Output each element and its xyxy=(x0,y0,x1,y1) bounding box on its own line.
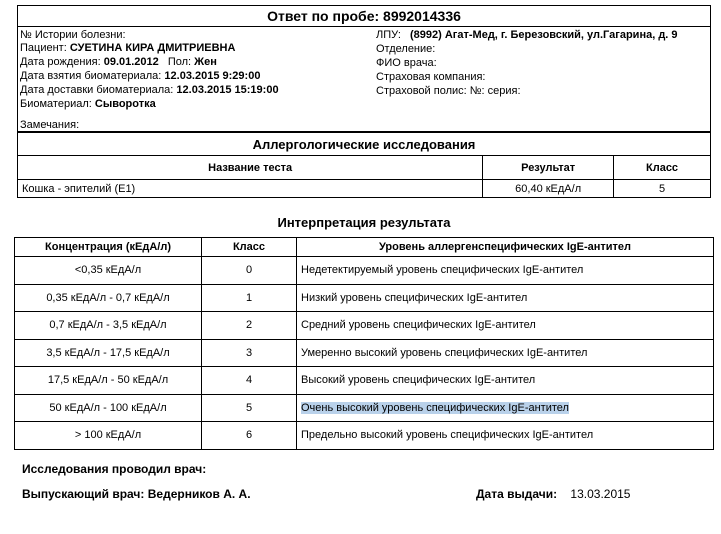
concentration-cell: 50 кЕдА/л - 100 кЕдА/л xyxy=(15,394,202,422)
results-header-row xyxy=(18,156,711,180)
patient-label: Пациент: xyxy=(20,42,67,54)
col-class: Класс xyxy=(202,238,297,257)
table-row xyxy=(15,257,714,285)
level-cell: Недетектируемый уровень специфических IgE-антител xyxy=(297,257,714,285)
level-cell: Средний уровень специфических IgE-антител xyxy=(297,312,714,340)
patient-row xyxy=(20,42,235,54)
col-level: Уровень аллергенспецифических IgE-антител xyxy=(297,238,714,257)
interpretation-title: Интерпретация результата xyxy=(277,215,451,230)
col-result: Результат xyxy=(483,156,614,180)
deliver-row xyxy=(20,84,279,96)
class-cell: 0 xyxy=(202,257,297,285)
birth-row xyxy=(20,56,217,68)
biomat-value: Сыворотка xyxy=(94,98,156,110)
issue-date-row xyxy=(476,487,630,501)
class-cell: 1 xyxy=(202,284,297,312)
lpu-value: (8992) Агат-Мед, г. Березовский, ул.Гагарина, д. 9 xyxy=(410,29,678,41)
remarks-label: Замечания: xyxy=(20,119,80,131)
class-cell: 3 xyxy=(202,339,297,367)
biomat-row xyxy=(20,98,156,110)
table-row xyxy=(15,312,714,340)
concentration-cell: > 100 кЕдА/л xyxy=(15,422,202,450)
insurer-label: Страховая компания: xyxy=(376,71,486,83)
collect-date: 12.03.2015 9:29:00 xyxy=(164,70,261,82)
col-concentration: Концентрация (кЕдА/л) xyxy=(15,238,202,257)
concentration-cell: <0,35 кЕдА/л xyxy=(15,257,202,285)
issue-date: 13.03.2015 xyxy=(570,487,631,501)
concentration-cell: 3,5 кЕдА/л - 17,5 кЕдА/л xyxy=(15,339,202,367)
level-cell-highlighted xyxy=(297,394,714,422)
table-row xyxy=(15,394,714,422)
concentration-cell: 0,7 кЕдА/л - 3,5 кЕдА/л xyxy=(15,312,202,340)
history-label: № Истории болезни: xyxy=(20,29,126,41)
results-section-title: Аллергологические исследования xyxy=(18,133,711,156)
col-test: Название теста xyxy=(18,156,483,180)
header-box xyxy=(17,5,711,132)
doctor-label: ФИО врача: xyxy=(376,57,437,69)
table-row xyxy=(15,422,714,450)
table-row xyxy=(15,284,714,312)
sex-label: Пол: xyxy=(167,56,192,68)
class-cell: 5 xyxy=(202,394,297,422)
conducted-label: Исследования проводил врач: xyxy=(22,462,207,476)
level-cell: Умеренно высокий уровень специфических IgE-антител xyxy=(297,339,714,367)
lpu-label: ЛПУ: xyxy=(376,29,401,41)
page-title: Ответ по пробе: 8992014336 xyxy=(267,8,461,24)
lpu-row xyxy=(376,29,678,41)
class-cell: 4 xyxy=(202,367,297,395)
level-cell: Низкий уровень специфических IgE-антител xyxy=(297,284,714,312)
interpretation-table xyxy=(14,237,714,450)
dept-label: Отделение: xyxy=(376,43,436,55)
collect-row xyxy=(20,70,260,82)
col-class: Класс xyxy=(614,156,711,180)
concentration-cell: 0,35 кЕдА/л - 0,7 кЕдА/л xyxy=(15,284,202,312)
results-table xyxy=(17,132,711,198)
level-cell: Высокий уровень специфических IgE-антител xyxy=(297,367,714,395)
test-name: Кошка - эпителий (E1) xyxy=(18,180,483,198)
policy-label: Страховой полис: №: серия: xyxy=(376,85,521,97)
sex-value: Жен xyxy=(194,56,217,68)
collect-label: Дата взятия биоматериала: xyxy=(20,70,162,82)
header-divider xyxy=(17,26,711,27)
deliver-date: 12.03.2015 15:19:00 xyxy=(176,84,279,96)
table-row xyxy=(15,339,714,367)
issuing-doctor: Ведерников А. А. xyxy=(147,487,251,501)
interpretation-header-row xyxy=(15,238,714,257)
issuing-label: Выпускающий врач: xyxy=(22,487,145,501)
highlighted-text[interactable]: Очень высокий уровень специфических IgE-антител xyxy=(301,401,569,414)
birth-date: 09.01.2012 xyxy=(103,56,159,68)
concentration-cell: 17,5 кЕдА/л - 50 кЕдА/л xyxy=(15,367,202,395)
birth-label: Дата рождения: xyxy=(20,56,101,68)
level-cell: Предельно высокий уровень специфических IgE-антител xyxy=(297,422,714,450)
test-class: 5 xyxy=(614,180,711,198)
class-cell: 2 xyxy=(202,312,297,340)
biomat-label: Биоматериал: xyxy=(20,98,92,110)
patient-name: СУЕТИНА КИРА ДМИТРИЕВНА xyxy=(69,42,236,54)
issue-date-label: Дата выдачи: xyxy=(476,487,558,501)
table-row xyxy=(18,180,711,198)
issuing-row xyxy=(22,487,251,501)
test-result: 60,40 кЕдА/л xyxy=(483,180,614,198)
class-cell: 6 xyxy=(202,422,297,450)
deliver-label: Дата доставки биоматериала: xyxy=(20,84,174,96)
table-row xyxy=(15,367,714,395)
